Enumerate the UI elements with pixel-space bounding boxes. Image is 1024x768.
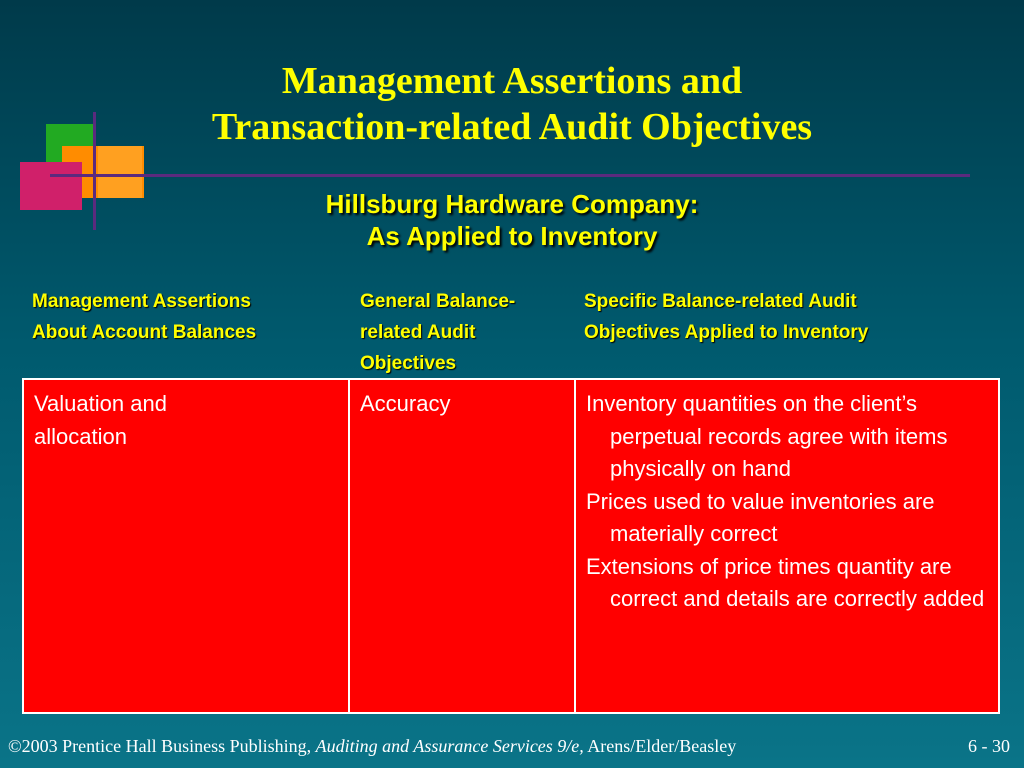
slide-title xyxy=(0,58,1024,150)
title-line-2: Transaction-related Audit Objectives xyxy=(211,106,813,148)
footer-authors: Arens/Elder/Beasley xyxy=(583,736,737,756)
column-header-line: About Account Balances xyxy=(32,322,257,343)
general-objective-text: Accuracy xyxy=(360,391,451,416)
footer-citation xyxy=(8,736,736,757)
title-line-1: Management Assertions and xyxy=(281,60,743,102)
specific-objective-item: Inventory quantities on the client’s perpetual records agree with items physically on hand xyxy=(586,391,948,481)
specific-objectives-cell xyxy=(576,380,998,712)
specific-objective-item: Extensions of price times quantity are correct and details are correctly added xyxy=(586,553,985,611)
column-header-line: related Audit xyxy=(360,322,476,343)
slide-subtitle xyxy=(0,188,1024,252)
column-header-line: Objectives xyxy=(360,353,457,374)
footer-book-title: Auditing and Assurance Services 9/e, xyxy=(315,736,584,756)
column-header-line: Management Assertions xyxy=(32,291,251,312)
general-objective-cell xyxy=(350,380,576,712)
page-number: 6 - 30 xyxy=(968,736,1010,756)
subtitle-line-1: Hillsburg Hardware Company: xyxy=(325,189,699,219)
column-header-specific-objectives xyxy=(584,286,868,348)
footer-copyright: ©2003 Prentice Hall Business Publishing, xyxy=(8,736,316,756)
subtitle-line-2: As Applied to Inventory xyxy=(366,221,658,251)
column-header-line: Specific Balance-related Audit xyxy=(584,291,857,312)
column-header-assertions xyxy=(32,286,256,348)
assertion-line: allocation xyxy=(34,423,127,449)
objectives-table xyxy=(22,378,1000,714)
column-header-line: General Balance- xyxy=(360,291,516,312)
specific-objective-item: Prices used to value inventories are materially correct xyxy=(586,488,935,546)
title-underline xyxy=(50,174,970,177)
column-header-line: Objectives Applied to Inventory xyxy=(584,322,869,343)
assertion-cell xyxy=(24,380,350,712)
column-header-general-objectives xyxy=(360,286,515,379)
assertion-line: Valuation and xyxy=(34,391,167,416)
